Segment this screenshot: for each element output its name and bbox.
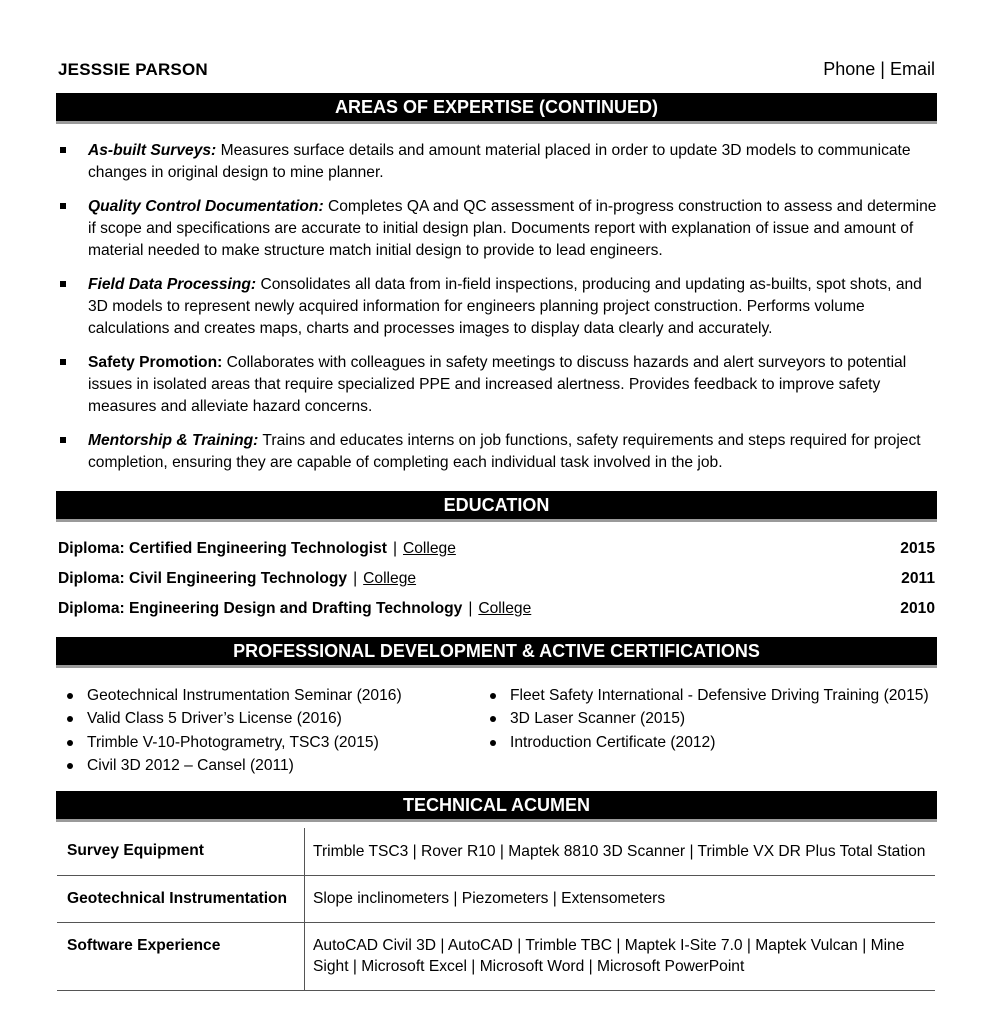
list-item	[57, 707, 402, 730]
bullet-dot-icon	[67, 763, 73, 769]
certifications-right-list	[480, 684, 929, 754]
education-entry	[58, 540, 935, 558]
section-heading-technical	[56, 791, 937, 822]
list-item	[58, 196, 938, 262]
bullet-dot-icon	[490, 716, 496, 722]
graduation-year: 2010	[900, 600, 935, 617]
item-lead: Field Data Processing:	[88, 276, 257, 293]
expertise-list	[58, 140, 938, 486]
table-row	[57, 922, 935, 990]
item-text: Consolidates all data from in-field inspections, producing and updating as-builts, spot shots, and 3D models to represent newly acquired information for engineers planning project construction. Performs volume calculations and creates maps, charts and processes images to display data clearly and accurately.	[88, 276, 922, 337]
list-item	[58, 430, 938, 474]
bullet-dot-icon	[490, 740, 496, 746]
school-link[interactable]: College	[478, 600, 532, 617]
bullet-dot-icon	[490, 693, 496, 699]
list-item	[480, 731, 929, 754]
section-heading-expertise	[56, 93, 937, 124]
table-cell-category: Software Experience	[57, 922, 305, 990]
item-lead: Safety Promotion:	[88, 354, 223, 371]
item-lead: Mentorship & Training:	[88, 432, 259, 449]
bullet-square-icon	[60, 359, 66, 365]
school-link[interactable]: College	[403, 540, 456, 557]
certification-text: 3D Laser Scanner (2015)	[510, 710, 686, 728]
item-lead: As-built Surveys:	[88, 142, 217, 159]
item-text: Completes QA and QC assessment of in-progress construction to assess and determine if scope and specifications are accurate to initial design plan. Documents report with explanation of issue and amount of material needed to make structure match initial design to provide to lead engineers.	[88, 198, 937, 259]
item-text: Trains and educates interns on job functions, safety requirements and steps required for project completion, ensuring they are capable of completing each individual task involved in the job.	[88, 432, 921, 471]
bullet-square-icon	[60, 437, 66, 443]
education-entry	[58, 600, 935, 618]
graduation-year: 2011	[901, 570, 935, 587]
certification-text: Fleet Safety International - Defensive Driving Training (2015)	[510, 687, 929, 704]
contact-info: Phone | Email	[823, 59, 935, 79]
degree-name: Diploma: Certified Engineering Technologist	[58, 540, 387, 557]
list-item	[57, 684, 402, 707]
degree-name: Diploma: Engineering Design and Drafting Technology	[58, 600, 463, 617]
table-cell-category: Geotechnical Instrumentation	[57, 875, 305, 922]
section-heading-certifications	[56, 637, 937, 668]
item-lead: Quality Control Documentation:	[88, 198, 324, 215]
list-item	[58, 274, 938, 340]
item-text: Collaborates with colleagues in safety meetings to discuss hazards and alert surveyors to potential issues in isolated areas that require specialized PPE and increased alertness. Provides feedback to improve safety measures and alleviate hazard concerns.	[88, 354, 907, 415]
graduation-year: 2015	[900, 540, 935, 557]
bullet-dot-icon	[67, 716, 73, 722]
table-cell-category: Survey Equipment	[57, 828, 305, 875]
table-row	[57, 875, 935, 922]
certification-text: Trimble V-10-Photogrametry, TSC3 (2015)	[87, 733, 379, 751]
list-item	[58, 352, 938, 418]
separator: |	[353, 570, 358, 587]
separator: |	[392, 540, 397, 557]
item-text: Measures surface details and amount material placed in order to update 3D models to communicate changes in original design to mine planner.	[88, 142, 911, 181]
section-title: AREAS OF EXPERTISE (CONTINUED)	[334, 96, 659, 117]
section-title: TECHNICAL ACUMEN	[403, 794, 590, 815]
separator: |	[468, 600, 473, 617]
certifications-left-list	[57, 684, 402, 777]
bullet-dot-icon	[67, 693, 73, 699]
certification-text: Introduction Certificate (2012)	[510, 733, 716, 751]
section-heading-education	[56, 491, 937, 522]
bullet-dot-icon	[67, 740, 73, 746]
technical-table	[57, 828, 935, 991]
table-cell-value: Slope inclinometers | Piezometers | Extensometers	[313, 890, 666, 907]
section-title: EDUCATION	[443, 494, 550, 515]
bullet-square-icon	[60, 281, 66, 287]
table-cell-value: AutoCAD Civil 3D | AutoCAD | Trimble TBC | Maptek I-Site 7.0 | Maptek Vulcan | Mine Sight | Microsoft Excel | Microsoft Word | Microsoft PowerPoint	[313, 937, 905, 975]
candidate-name: JESSSIE PARSON	[58, 60, 208, 79]
school-link[interactable]: College	[363, 570, 417, 587]
section-title: PROFESSIONAL DEVELOPMENT & ACTIVE CERTIFICATIONS	[233, 640, 760, 661]
bullet-square-icon	[60, 203, 66, 209]
list-item	[57, 754, 402, 777]
table-row	[57, 828, 935, 875]
certification-text: Valid Class 5 Driver’s License (2016)	[87, 710, 342, 728]
certification-text: Geotechnical Instrumentation Seminar (2016)	[87, 687, 402, 704]
list-item	[57, 731, 402, 754]
list-item	[58, 140, 938, 184]
table-cell-value: Trimble TSC3 | Rover R10 | Maptek 8810 3D Scanner | Trimble VX DR Plus Total Station	[313, 842, 926, 860]
list-item	[480, 707, 929, 730]
bullet-square-icon	[60, 147, 66, 153]
degree-name: Diploma: Civil Engineering Technology	[58, 570, 348, 587]
list-item	[480, 684, 929, 707]
education-entry	[58, 570, 935, 588]
certification-text: Civil 3D 2012 – Cansel (2011)	[87, 756, 294, 774]
